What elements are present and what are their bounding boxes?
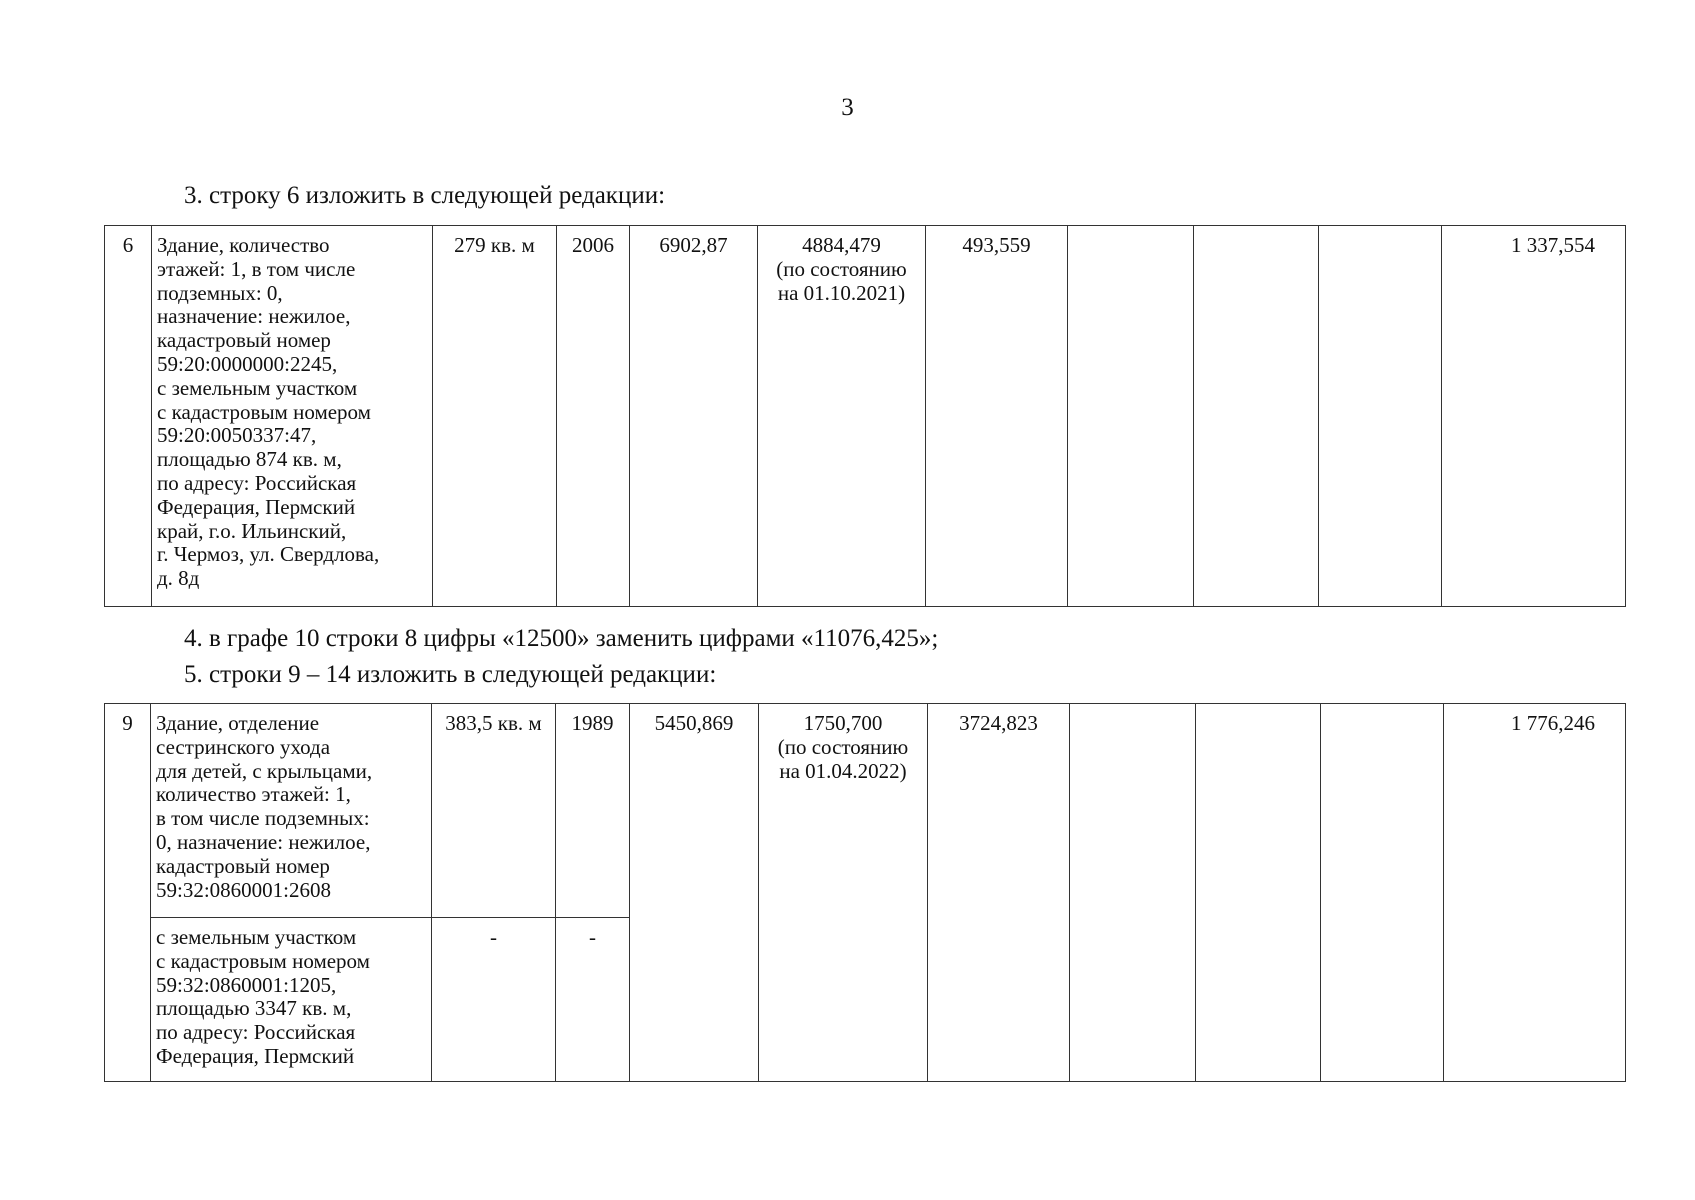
description-line: количество этажей: 1, [156,782,351,807]
description-line: для детей, с крыльцами, [156,758,373,783]
instruction-item-3: 3. строку 6 изложить в следующей редакции: [184,182,666,209]
description-line: назначение: нежилое, [157,304,351,329]
row-number: 6 [122,233,134,257]
col10-cell [1319,226,1442,607]
col5-cell [630,226,758,607]
row-number: 9 [122,711,133,735]
table-row [105,704,1626,918]
col6-line: на 01.10.2021) [777,280,906,305]
year-value: 1989 [571,711,614,735]
col6-line: (по состоянию [776,256,907,281]
instruction-item-5: 5. строки 9 – 14 изложить в следующей редакции: [184,661,717,688]
area-cell [432,704,556,918]
year-cell [556,704,630,918]
description-line: этажей: 1, в том числе [157,256,356,281]
col5-value: 5450,869 [654,711,734,735]
description-line: с кадастровым номером [156,948,370,973]
col10-cell [1321,704,1444,1082]
description-line: с земельным участком [157,375,358,400]
col6-cell [759,704,928,1082]
amendment-table-row-6 [104,225,1626,607]
area-cell [432,918,556,1082]
col8-cell [1068,226,1194,607]
description-cell-building [151,704,432,918]
col6-cell [758,226,926,607]
description-line: кадастровый номер [157,328,331,353]
area-cell [433,226,557,607]
year-cell [556,918,630,1082]
description-line: край, г.о. Ильинский, [157,518,347,543]
col11-cell [1442,226,1626,607]
col9-cell [1196,704,1321,1082]
area-value: 383,5 кв. м [445,711,542,735]
area-value: 279 кв. м [454,233,535,257]
description-line: Федерация, Пермский [156,1043,355,1068]
col5-cell [630,704,759,1082]
amendment-table-row-9 [104,703,1626,1082]
year-value: 2006 [572,233,614,257]
col7-cell [926,226,1068,607]
description-line: по адресу: Российская [156,1020,356,1045]
description-line: д. 8д [157,566,200,591]
col11-cell [1444,704,1626,1082]
page-number: 3 [841,94,854,121]
description-line: 0, назначение: нежилое, [156,829,371,854]
description-line: подземных: 0, [157,280,283,305]
col11-value: 1 337,554 [1511,233,1595,257]
col7-value: 3724,823 [959,711,1038,735]
year-cell [557,226,630,607]
col11-value: 1 776,246 [1511,711,1595,735]
col6-line: 4884,479 [802,233,881,257]
description-line: 59:32:0860001:2608 [156,877,332,902]
col5-value: 6902,87 [659,233,728,257]
description-line: кадастровый номер [156,853,330,878]
row-number-cell [105,226,152,607]
year-value: - [589,925,596,949]
col6-line: 1750,700 [803,711,883,735]
description-line: Здание, количество [157,233,330,257]
col6-line: (по состоянию [777,734,909,759]
row-number-cell [105,704,151,1082]
description-line: в том числе подземных: [156,806,370,831]
description-line: Здание, отделение [156,711,320,735]
description-line: с земельным участком [156,925,357,949]
table-row [105,226,1626,607]
description-line: по адресу: Российская [157,470,357,495]
description-line: с кадастровым номером [157,399,371,424]
description-line: Федерация, Пермский [157,494,356,519]
description-cell [152,226,433,607]
col7-value: 493,559 [962,233,1031,257]
instruction-item-4: 4. в графе 10 строки 8 цифры «12500» заменить цифрами «11076,425»; [184,625,939,652]
area-value: - [490,925,497,949]
description-line: г. Чермоз, ул. Свердлова, [157,542,380,567]
description-line: сестринского ухода [156,734,331,759]
description-line: площадью 3347 кв. м, [156,996,352,1021]
description-line: 59:32:0860001:1205, [156,972,337,997]
col8-cell [1070,704,1196,1082]
description-line: 59:20:0050337:47, [157,423,317,448]
col6-line: на 01.04.2022) [779,758,907,783]
description-cell-land [151,918,432,1082]
description-line: площадью 874 кв. м, [157,447,342,472]
description-line: 59:20:0000000:2245, [157,351,338,376]
col9-cell [1194,226,1319,607]
col7-cell [928,704,1070,1082]
